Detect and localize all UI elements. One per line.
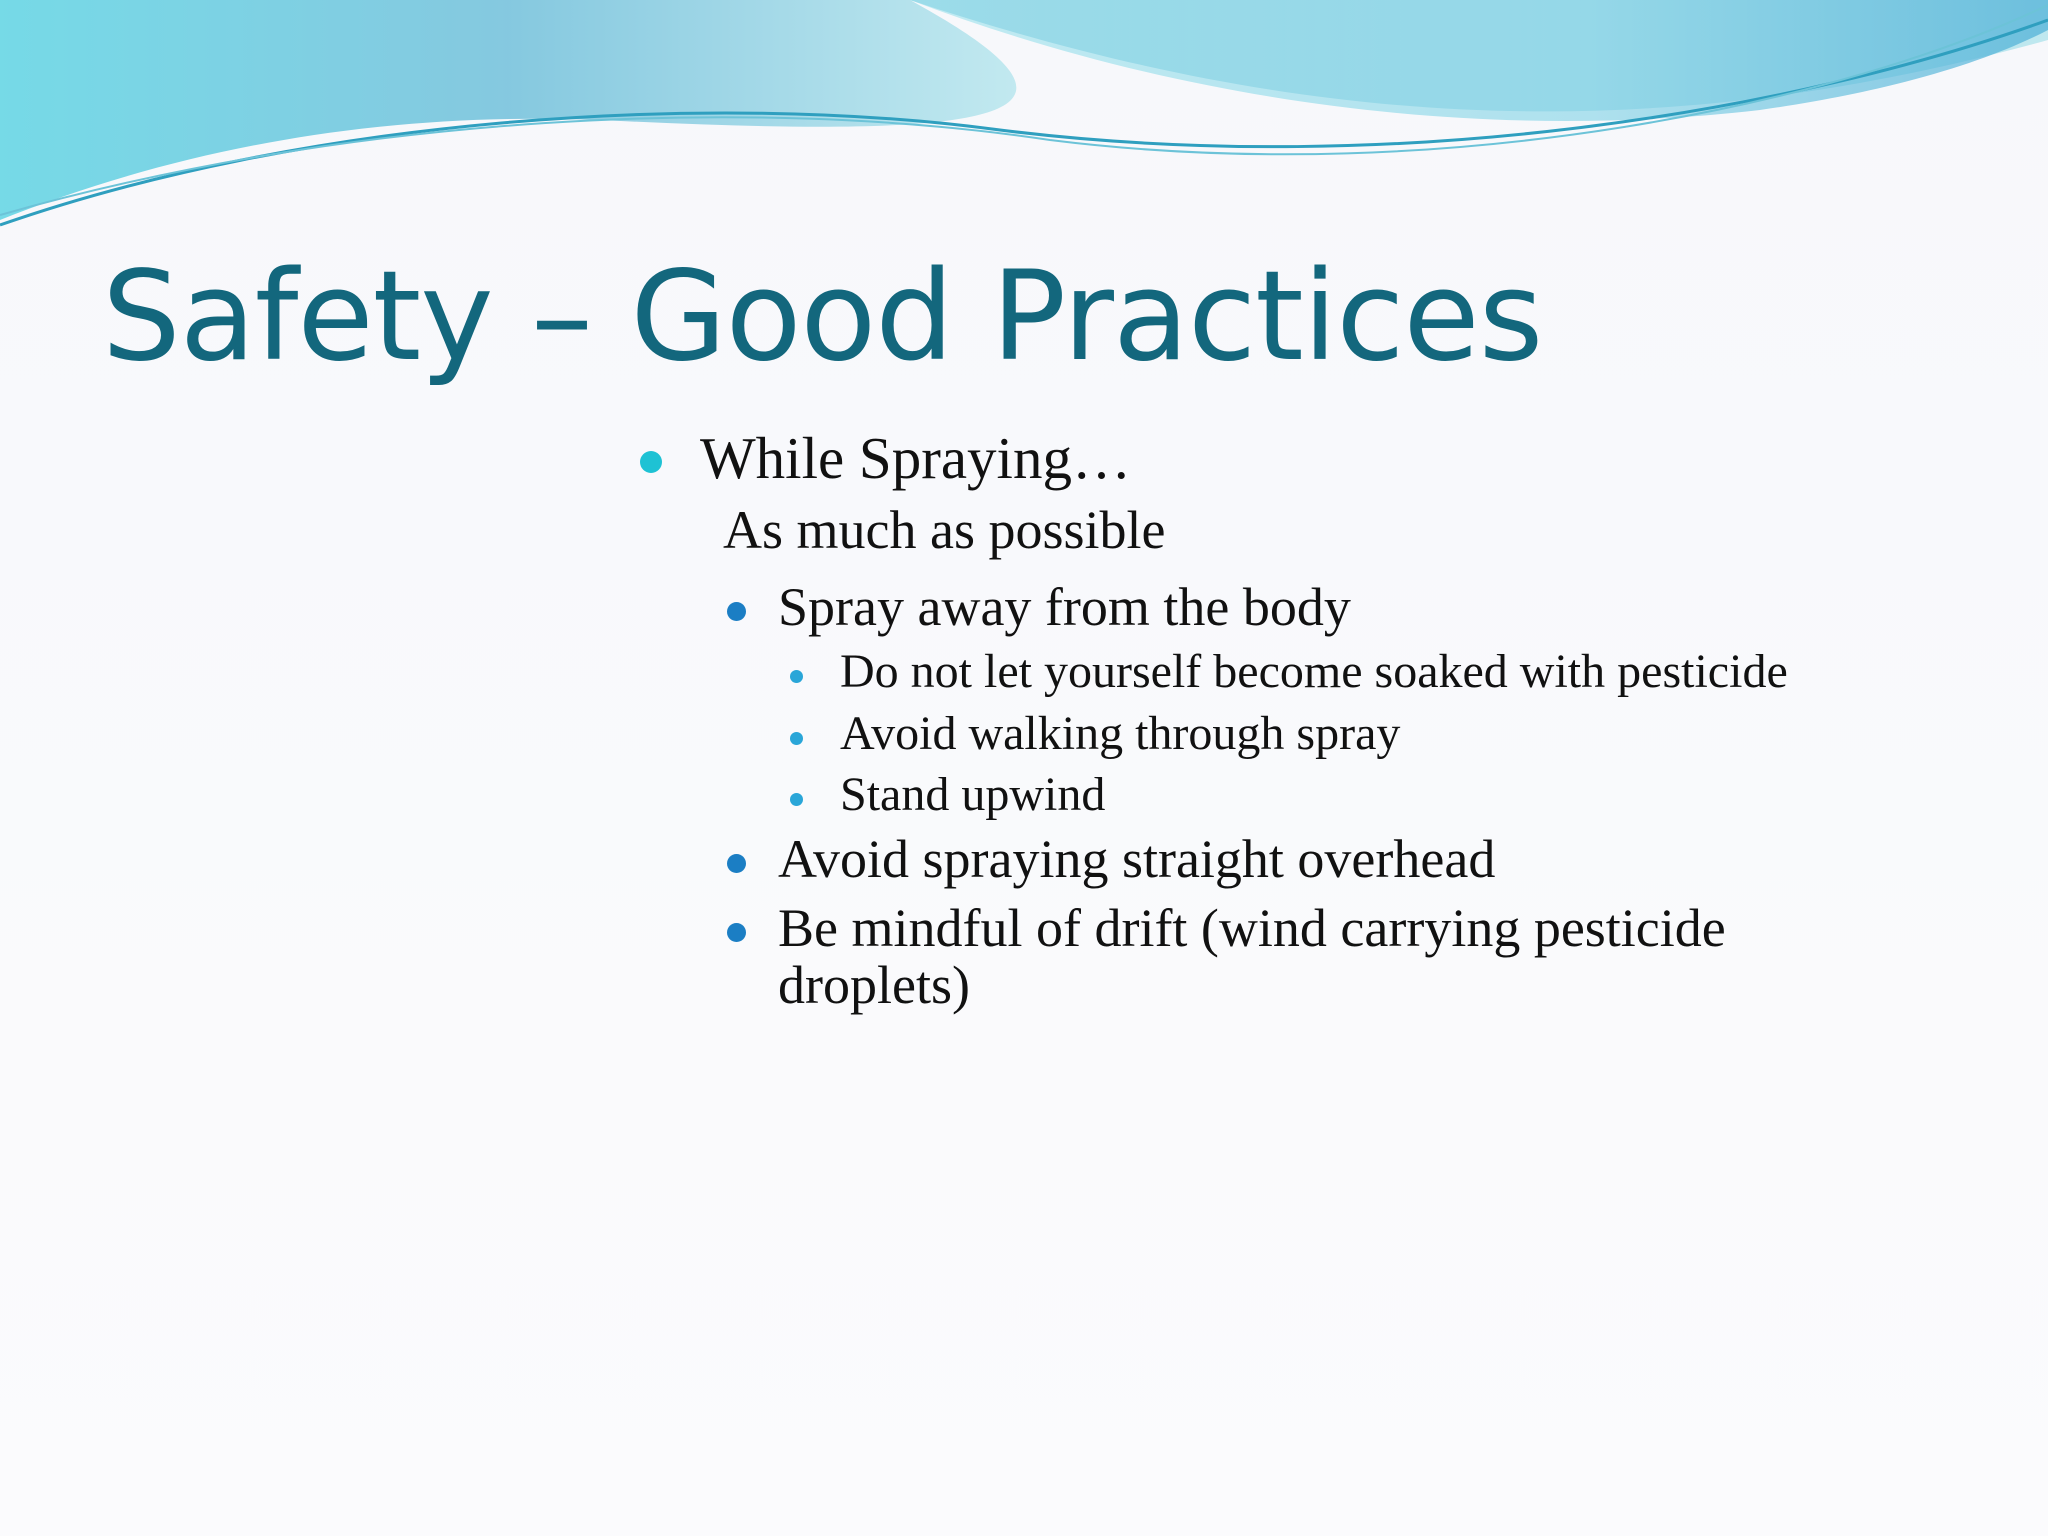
list-item-text: Spray away from the body: [778, 576, 1351, 637]
bullet-icon: [640, 451, 662, 473]
list-item: [630, 706, 1960, 760]
list-item-text: Do not let yourself become soaked with pesticide: [840, 645, 1788, 699]
list-item: [630, 770, 1960, 820]
bullet-icon: [727, 854, 746, 873]
list-item: [630, 831, 1960, 888]
bullet-icon: [727, 923, 746, 942]
bullet-icon: [790, 793, 803, 806]
list-item-while-spraying: [630, 425, 1960, 491]
bullet-icon: [790, 732, 803, 745]
bullet-icon: [727, 602, 746, 621]
list-item-text: Avoid spraying straight overhead: [778, 829, 1496, 890]
list-item-text: Stand upwind: [840, 768, 1106, 822]
list-item: [630, 900, 1960, 1013]
list-item-text: Be mindful of drift (wind carrying pesticide droplets): [778, 898, 1726, 1015]
subheading-note: As much as possible: [723, 499, 1166, 560]
slide-title: Safety – Good Practices: [102, 245, 1543, 389]
slide-body: [630, 425, 1960, 1026]
list-item-text: While Spraying…: [700, 425, 1131, 491]
list-item-text: Avoid walking through spray: [840, 706, 1401, 760]
list-item: [630, 576, 1960, 637]
header-wave-decoration: [0, 0, 2048, 240]
list-item: [630, 647, 1960, 697]
bullet-icon: [790, 670, 803, 683]
